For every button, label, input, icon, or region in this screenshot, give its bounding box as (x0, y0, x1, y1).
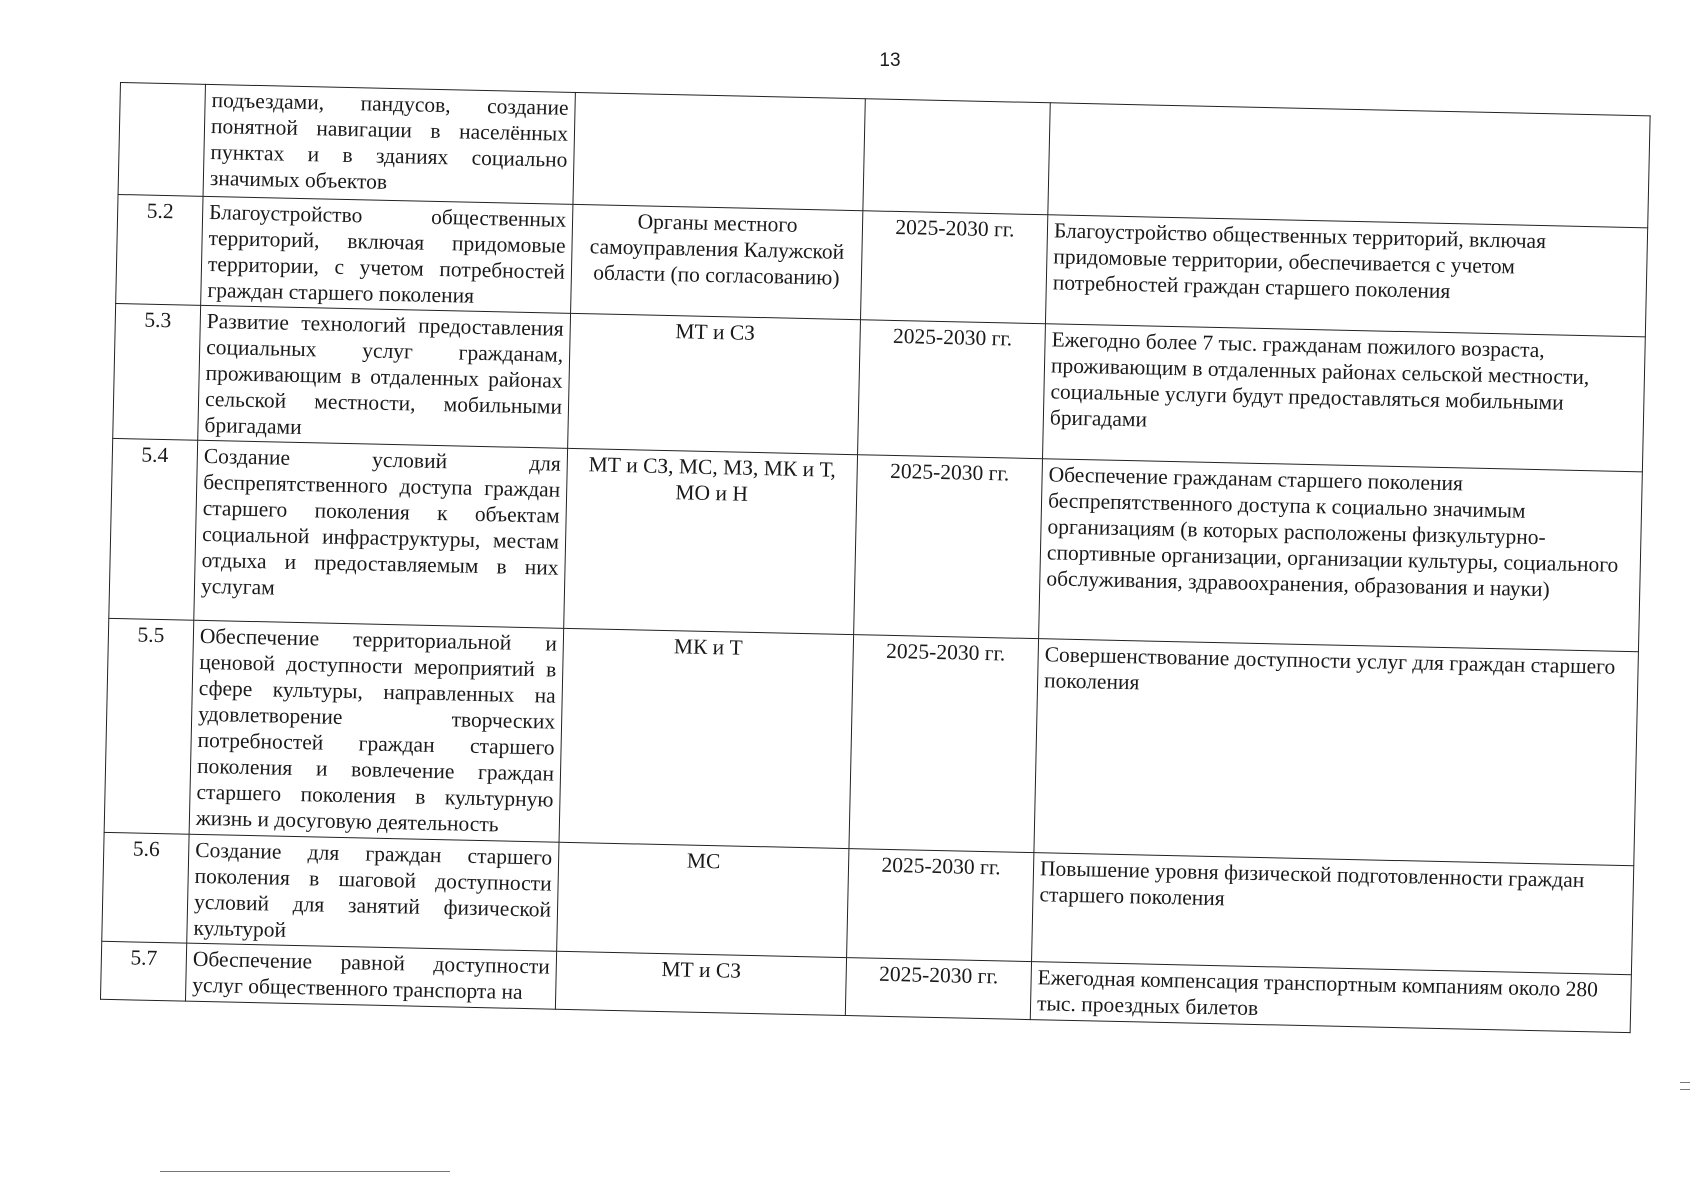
term: 2025-2030 гг. (854, 455, 1043, 639)
term: 2025-2030 гг. (858, 320, 1046, 459)
expected-result: Повышение уровня физической подготовленности граждан старшего поколения (1032, 853, 1634, 975)
measure-description: подъездами, пандусов, создание понятной навигации в населённых пунктах и в зданиях социально значимых объектов (203, 84, 575, 204)
row-number: 5.6 (102, 832, 189, 943)
measure-description: Благоустройство общественных территорий, включая придомовые территории, с учетом потребностей граждан старшего поколения (201, 196, 573, 313)
expected-result: Ежегодно более 7 тыс. гражданам пожилого возраста, проживающим в отдаленных районах сельской местности, социальные услуги будут предоставляться мобильными бригадами (1043, 324, 1646, 472)
scan-edge-mark (1680, 1082, 1690, 1090)
row-number (118, 83, 205, 197)
measure-description: Обеспечение территориальной и ценовой доступности мероприятий в сфере культуры, направленных на удовлетворение творческих потребностей граждан старшего поколения и вовлечение граждан старшего поколения в культурную жизнь и досуговую деятельность (189, 620, 564, 842)
executor: МТ и СЗ, МС, МЗ, МК и Т, МО и Н (564, 448, 858, 634)
table-row (104, 618, 1638, 865)
executor: МТ и СЗ (555, 951, 846, 1015)
term: 2025-2030 гг. (849, 635, 1039, 853)
page-number: 13 (879, 50, 901, 71)
executor (573, 92, 865, 210)
measure-description: Создание для граждан старшего поколения в шаговой доступности условий для занятий физической культурой (187, 834, 559, 951)
expected-result: Ежегодная компенсация транспортным компаниям около 280 тыс. проездных билетов (1030, 962, 1631, 1033)
measure-description: Создание условий для беспрепятственного доступа граждан старшего поколения к объектам социальной инфраструктуры, местам отдыха и предоставляемым в них услугам (194, 440, 568, 628)
row-number: 5.5 (104, 618, 194, 834)
footer-rule (160, 1171, 450, 1172)
term: 2025-2030 гг. (845, 958, 1031, 1020)
executor: МТ и СЗ (568, 313, 861, 454)
measures-table (100, 82, 1651, 1033)
executor: МС (557, 842, 849, 957)
expected-result: Совершенствование доступности услуг для граждан старшего поколения (1034, 639, 1639, 866)
expected-result: Обеспечение гражданам старшего поколения беспрепятственного доступа к социально значимым организациям (в которых расположены физкультурно-спортивные организации, организации культуры, социального обслуживания, здравоохранения, образования и науки) (1039, 459, 1643, 652)
term: 2025-2030 гг. (860, 211, 1047, 324)
expected-result: Благоустройство общественных территорий, включая придомовые территории, обеспечивается с учетом потребностей граждан старшего поколения (1045, 215, 1647, 337)
term (863, 99, 1050, 215)
row-number: 5.3 (113, 303, 201, 440)
expected-result (1048, 103, 1650, 228)
term: 2025-2030 гг. (847, 849, 1034, 962)
row-number: 5.7 (100, 941, 186, 1001)
executor: МК и Т (559, 628, 854, 848)
executor: Органы местного самоуправления Калужской области (по согласованию) (571, 204, 863, 319)
row-number: 5.4 (109, 438, 198, 620)
table-row (109, 438, 1643, 651)
measure-description: Обеспечение равной доступности услуг общественного транспорта на (185, 943, 556, 1009)
row-number: 5.2 (116, 194, 203, 305)
measure-description: Развитие технологий предоставления социальных услуг гражданам, проживающим в отдаленных районах сельской местности, мобильными бригадами (198, 305, 571, 448)
